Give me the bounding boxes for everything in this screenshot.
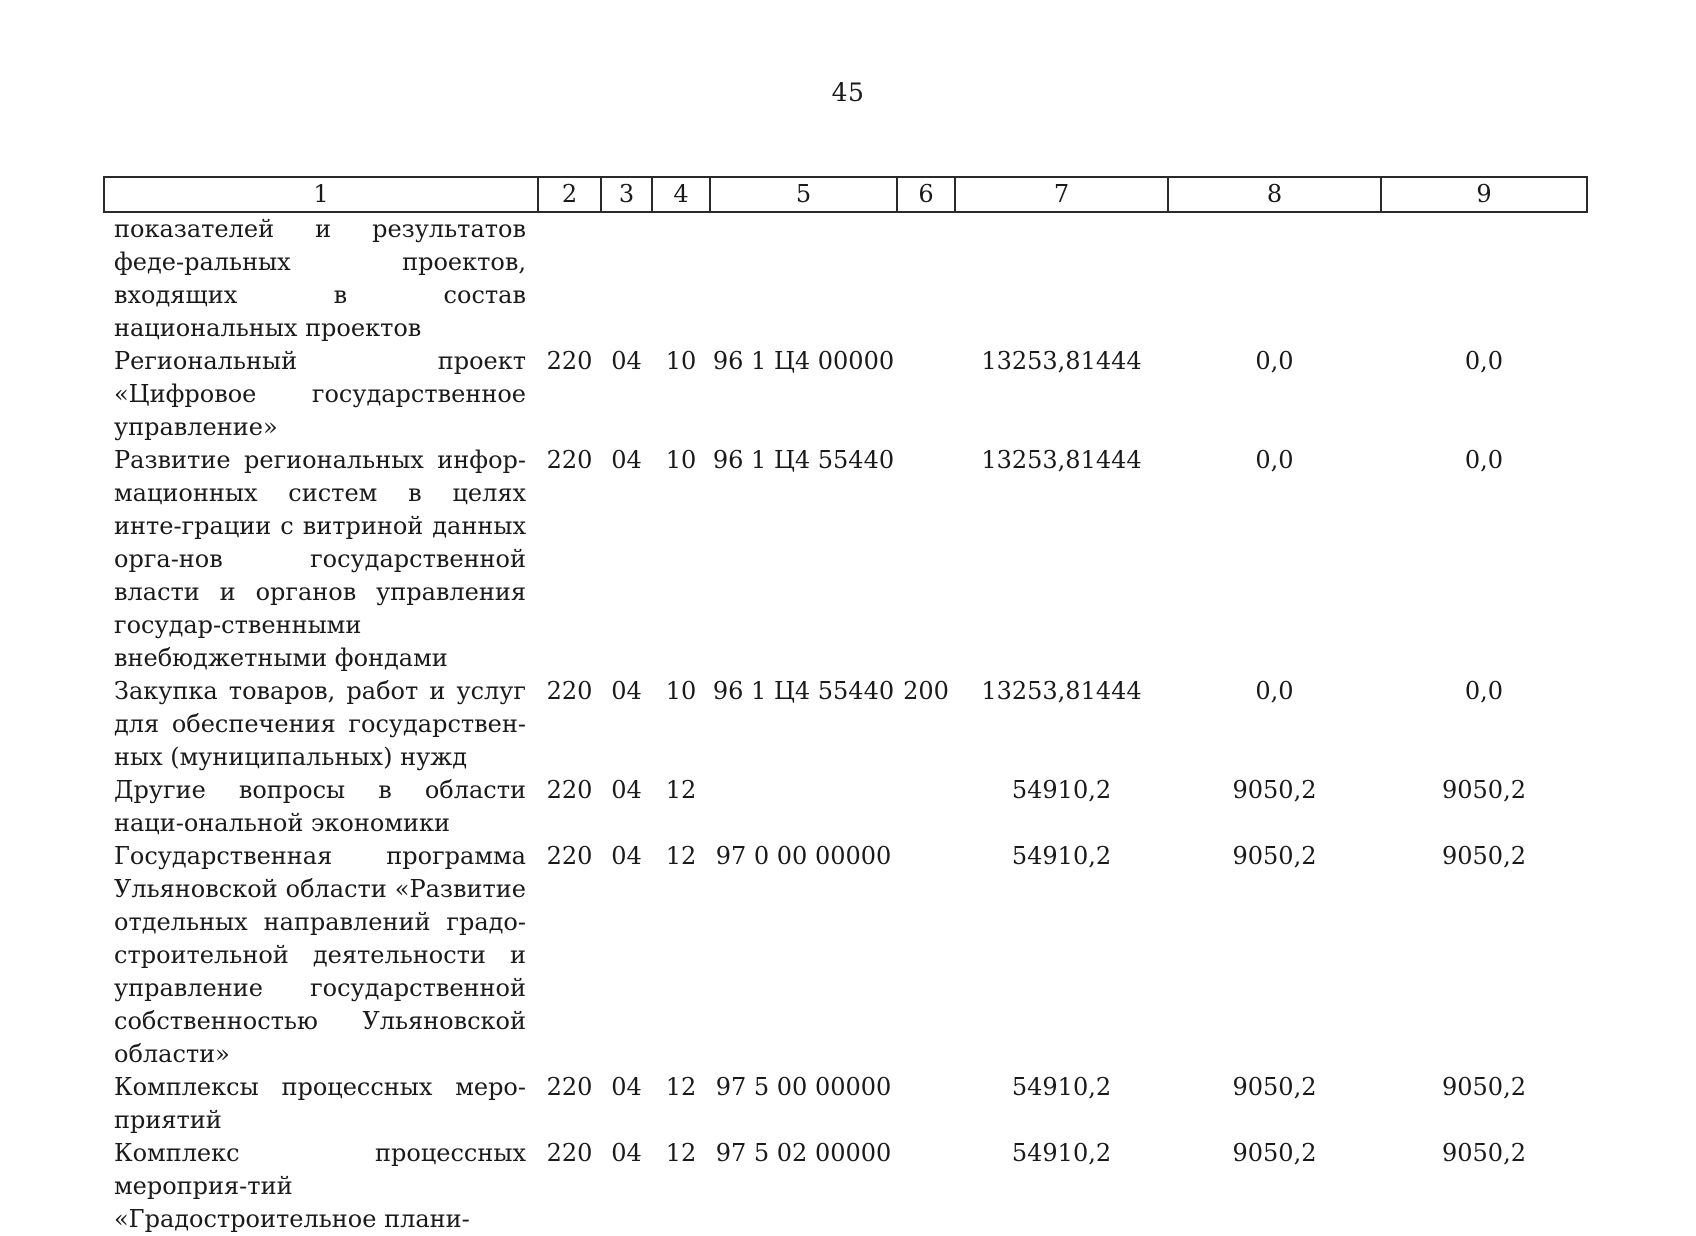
row-code-4: 12: [665, 1139, 697, 1167]
table-row: [104, 345, 1587, 444]
row-value-8: 9050,2: [1232, 776, 1317, 804]
table-body: [104, 212, 1587, 1236]
row-value-7: 13253,81444: [981, 677, 1142, 705]
row-code-6: [897, 1071, 955, 1137]
row-name: Другие вопросы в области наци-ональной экономики: [114, 776, 526, 837]
table-row: [104, 1071, 1587, 1137]
row-code-5: 97 0 00 00000: [715, 842, 892, 870]
row-value-9: 9050,2: [1442, 776, 1526, 804]
row-code-6: [897, 212, 955, 345]
header-col-8: 8: [1168, 177, 1381, 212]
table-header: [104, 177, 1587, 212]
header-col-4: 4: [652, 177, 710, 212]
row-code-2: 220: [546, 842, 593, 870]
table-row: [104, 1137, 1587, 1236]
row-value-7: 13253,81444: [981, 347, 1142, 375]
row-code-4: 12: [665, 842, 697, 870]
header-col-9: 9: [1381, 177, 1587, 212]
row-value-9: 9050,2: [1442, 1139, 1526, 1167]
row-code-3: 04: [611, 347, 642, 375]
row-code-6: [897, 345, 955, 444]
row-value-8: 0,0: [1255, 347, 1294, 375]
header-col-5: 5: [710, 177, 897, 212]
row-code-3: 04: [611, 1139, 642, 1167]
row-code-3: 04: [611, 1073, 642, 1101]
row-value-7: 54910,2: [1011, 1073, 1112, 1101]
row-value-9: 9050,2: [1442, 1073, 1526, 1101]
row-code-2: 220: [546, 677, 593, 705]
row-value-8: 9050,2: [1232, 842, 1317, 870]
header-col-3: 3: [601, 177, 652, 212]
table-row: [104, 675, 1587, 774]
row-value-8: 9050,2: [1232, 1139, 1317, 1167]
row-value-7: 54910,2: [1011, 842, 1112, 870]
table-row: [104, 840, 1587, 1071]
row-value-9: 0,0: [1464, 347, 1504, 375]
row-name: Закупка товаров, работ и услуг для обеспечения государствен-ных (муниципальных) нужд: [114, 677, 526, 771]
row-code-4: 10: [665, 677, 697, 705]
row-value-9: [1381, 212, 1587, 345]
row-code-3: 04: [611, 776, 642, 804]
row-code-4: 12: [665, 1073, 697, 1101]
row-name: Комплексы процессных меро-приятий: [114, 1073, 526, 1134]
row-code-6: [897, 774, 955, 840]
row-code-3: [601, 212, 652, 345]
row-value-9: 9050,2: [1442, 842, 1526, 870]
budget-table-container: [103, 176, 1586, 1236]
row-code-2: 220: [546, 347, 593, 375]
header-col-7: 7: [955, 177, 1168, 212]
row-value-8: 0,0: [1255, 677, 1294, 705]
row-code-2: 220: [546, 1139, 593, 1167]
row-code-2: 220: [546, 446, 593, 474]
row-code-5: [710, 774, 897, 840]
row-code-5: 97 5 02 00000: [715, 1139, 892, 1167]
row-code-5: 96 1 Ц4 00000: [712, 347, 895, 375]
row-value-7: [955, 212, 1168, 345]
row-code-5: 97 5 00 00000: [715, 1073, 892, 1101]
table-row: [104, 444, 1587, 675]
header-col-2: 2: [538, 177, 601, 212]
row-code-4: [652, 212, 710, 345]
row-code-4: 12: [665, 776, 697, 804]
budget-table: [103, 176, 1588, 1236]
row-value-8: 0,0: [1255, 446, 1294, 474]
row-value-7: 54910,2: [1011, 1139, 1112, 1167]
row-code-6: [897, 1137, 955, 1236]
row-code-6: 200: [903, 677, 949, 705]
row-value-9: 0,0: [1464, 677, 1504, 705]
page-number: 45: [831, 78, 865, 107]
row-code-4: 10: [665, 446, 697, 474]
row-code-2: [538, 212, 601, 345]
row-code-2: 220: [546, 1073, 593, 1101]
row-name: Региональный проект «Цифровое государственное управление»: [114, 347, 526, 441]
header-row: [104, 177, 1587, 212]
row-name: показателей и результатов феде-ральных проектов, входящих в состав национальных проектов: [114, 215, 526, 342]
table-row: [104, 774, 1587, 840]
row-code-6: [897, 444, 955, 675]
row-code-3: 04: [611, 842, 642, 870]
row-code-4: 10: [665, 347, 697, 375]
row-code-5: 96 1 Ц4 55440: [712, 446, 895, 474]
row-code-2: 220: [546, 776, 593, 804]
row-value-9: 0,0: [1464, 446, 1504, 474]
header-col-1: 1: [104, 177, 538, 212]
table-row: [104, 212, 1587, 345]
row-code-6: [897, 840, 955, 1071]
row-name: Развитие региональных инфор-мационных систем в целях инте-грации с витриной данных орга-нов государственной власти и органов управления государ-ственными внебюджетными фондами: [114, 446, 526, 672]
row-value-8: [1168, 212, 1381, 345]
row-code-3: 04: [611, 677, 642, 705]
row-value-7: 13253,81444: [981, 446, 1142, 474]
row-code-5: [710, 212, 897, 345]
row-code-3: 04: [611, 446, 642, 474]
row-value-8: 9050,2: [1232, 1073, 1317, 1101]
row-name: Государственная программа Ульяновской области «Развитие отдельных направлений градо-строительной деятельности и управление государственной собственностью Ульяновской области»: [114, 842, 526, 1068]
row-code-5: 96 1 Ц4 55440: [712, 677, 895, 705]
row-value-7: 54910,2: [1011, 776, 1112, 804]
header-col-6: 6: [897, 177, 955, 212]
row-name: Комплекс процессных мероприя-тий «Градостроительное плани-: [114, 1139, 526, 1233]
